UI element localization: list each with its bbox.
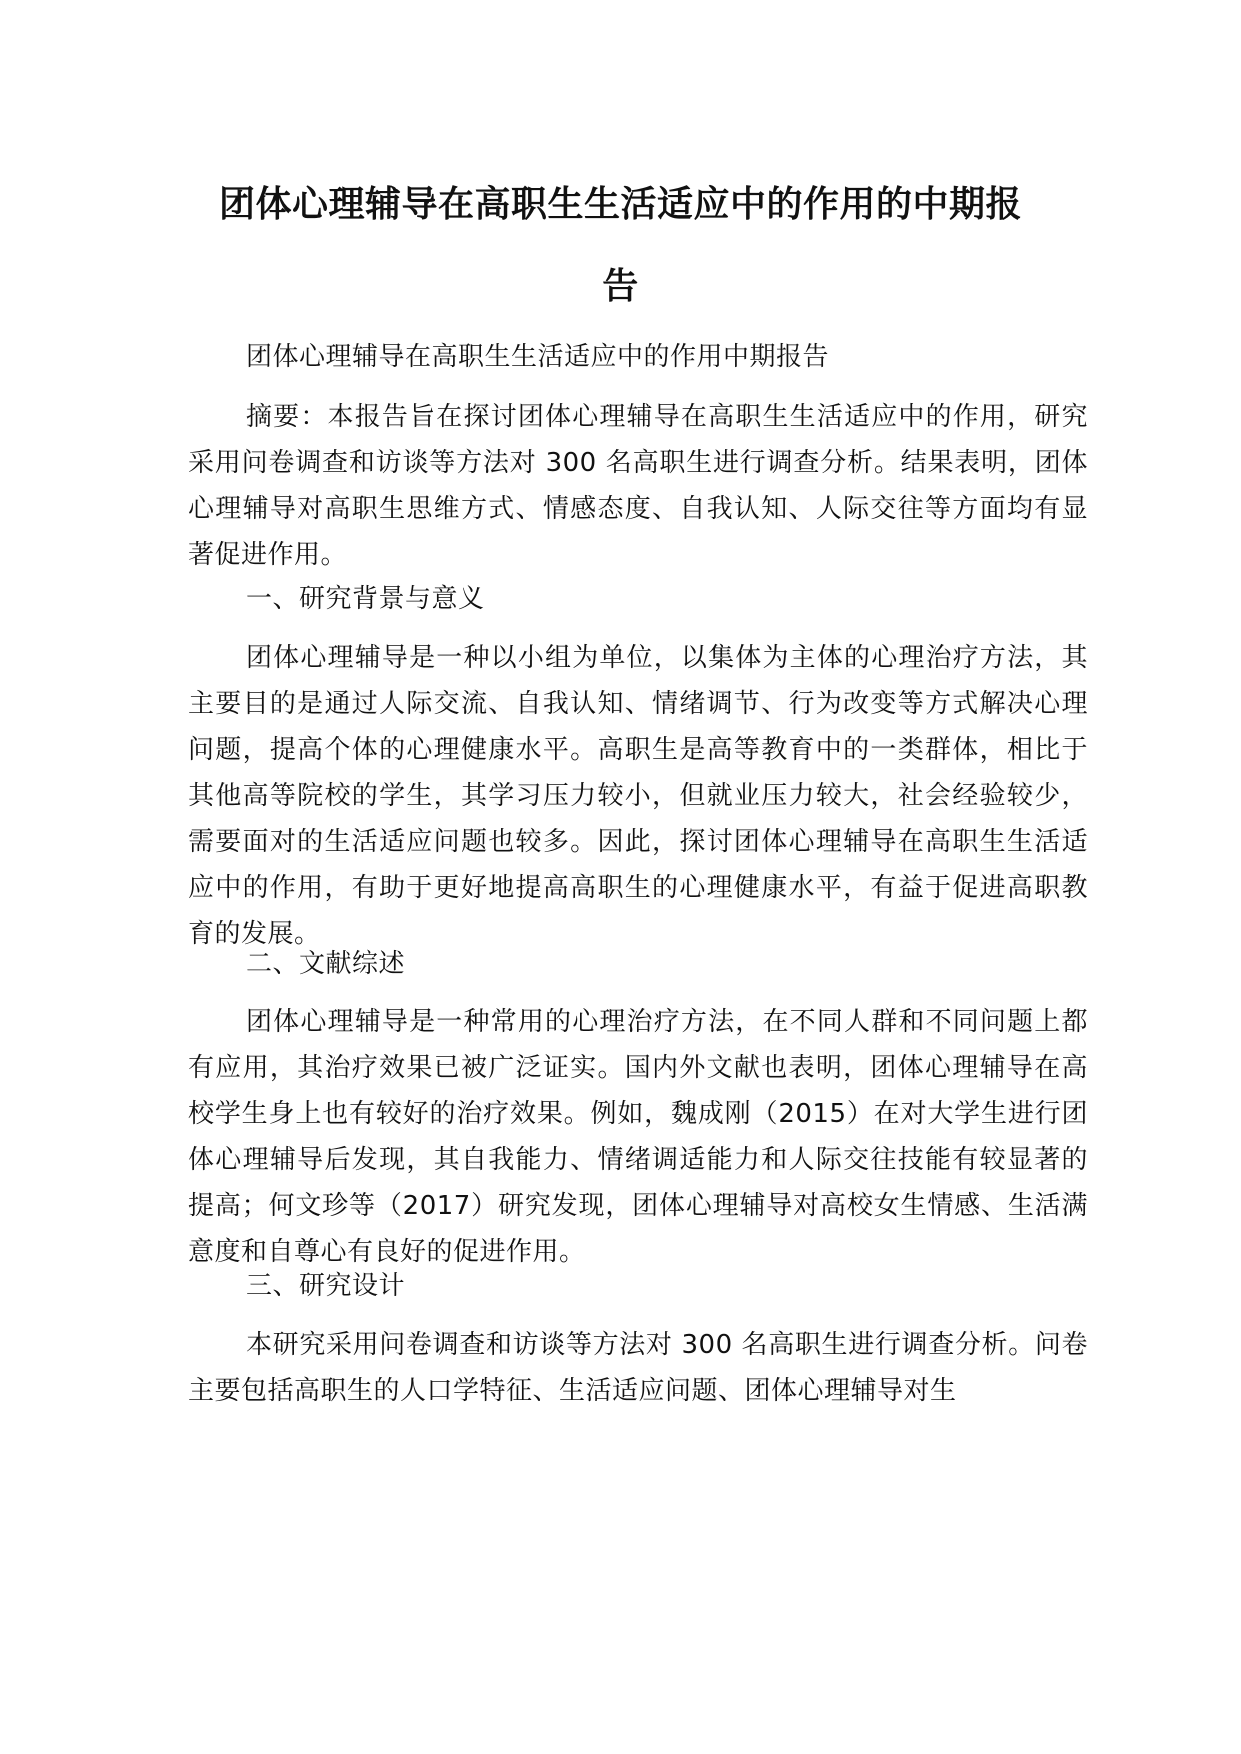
- section-1-paragraph: 团体心理辅导是一种以小组为单位，以集体为主体的心理治疗方法，其主要目的是通过人际交流、自我认知、情绪调节、行为改变等方式解决心理问题，提高个体的心理健康水平。高职生是高等教育中的一类群体，相比于其他高等院校的学生，其学习压力较小，但就业压力较大，社会经验较少，需要面对的生活适应问题也较多。因此，探讨团体心理辅导在高职生生活适应中的作用，有助于更好地提高高职生的心理健康水平，有益于促进高职教育的发展。: [188, 643, 1088, 949]
- section-2-paragraph: 团体心理辅导是一种常用的心理治疗方法，在不同人群和不同问题上都有应用，其治疗效果已被广泛证实。国内外文献也表明，团体心理辅导在高校学生身上也有较好的治疗效果。例如，魏成刚（2015）在对大学生进行团体心理辅导后发现，其自我能力、情绪调适能力和人际交往技能有较显著的提高；何文珍等（2017）研究发现，团体心理辅导对高校女生情感、生活满意度和自尊心有良好的促进作用。: [188, 1007, 1088, 1267]
- body-block-4: [188, 635, 1088, 957]
- document-subtitle: 团体心理辅导在高职生生活适应中的作用中期报告: [246, 342, 830, 372]
- document-title-line-2: 告: [602, 266, 639, 307]
- body-block-6: [188, 999, 1088, 1275]
- body-block-2: [188, 394, 1088, 578]
- section-3-paragraph: 本研究采用问卷调查和访谈等方法对 300 名高职生进行调查分析。问卷主要包括高职生的人口学特征、生活适应问题、团体心理辅导对生: [188, 1330, 1088, 1406]
- abstract-paragraph: 摘要：本报告旨在探讨团体心理辅导在高职生生活适应中的作用，研究采用问卷调查和访谈等方法对 300 名高职生进行调查分析。结果表明，团体心理辅导对高职生思维方式、情感态度、自我认知、人际交往等方面均有显著促进作用。: [188, 402, 1088, 570]
- section-1-heading: 一、研究背景与意义: [246, 584, 485, 614]
- section-3-heading: 三、研究设计: [246, 1271, 406, 1301]
- section-2-heading: 二、文献综述: [246, 949, 406, 979]
- body-block-5: [188, 941, 1088, 987]
- body-block-7: [188, 1263, 1088, 1309]
- body-block-3: [188, 576, 1088, 622]
- document-title-line-1: 团体心理辅导在高职生生活适应中的作用的中期报: [218, 184, 1022, 225]
- body-block-1: [188, 334, 1088, 380]
- body-block-8: [188, 1322, 1088, 1414]
